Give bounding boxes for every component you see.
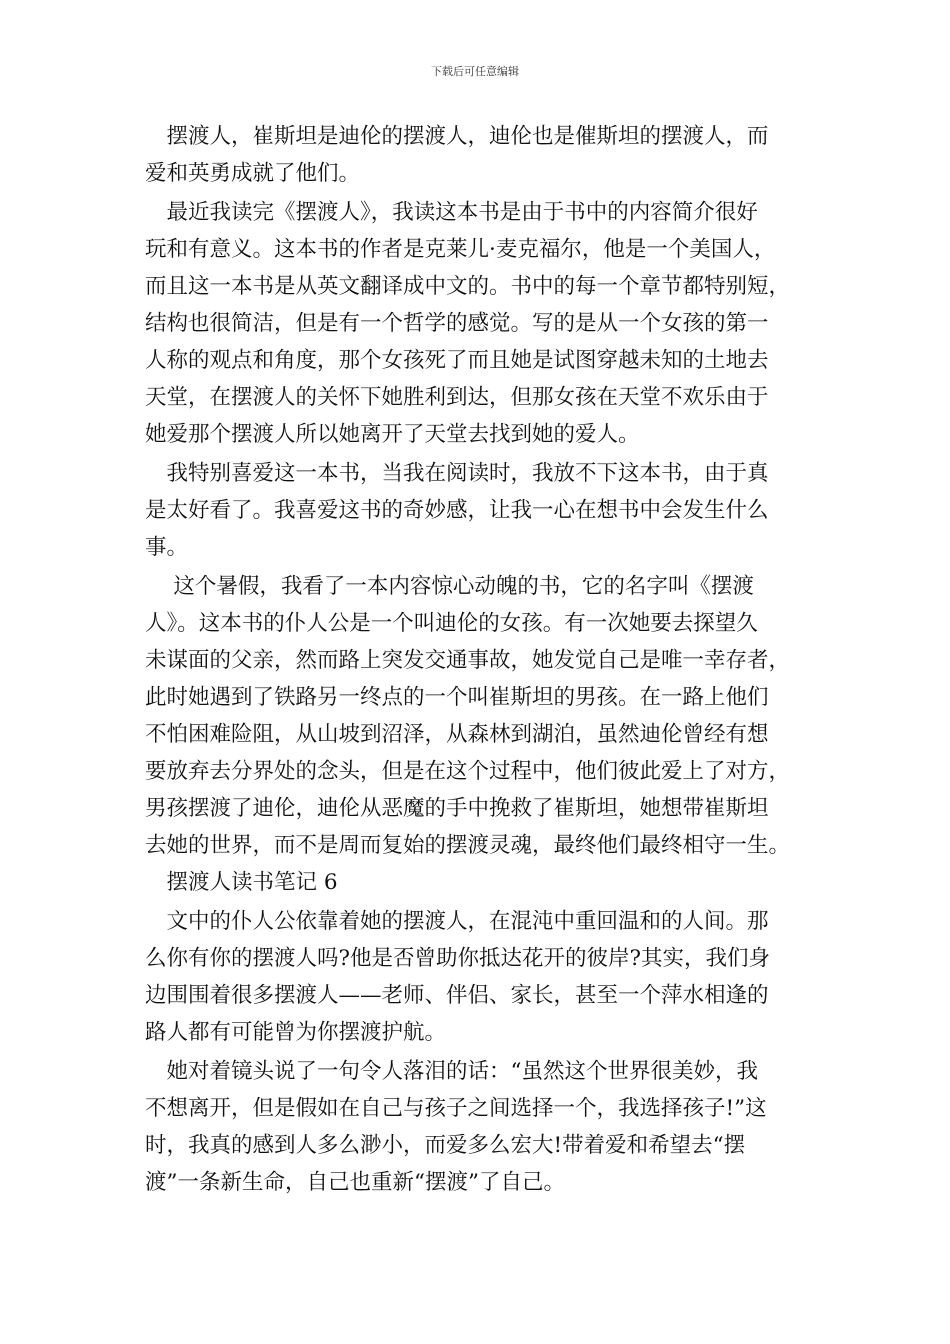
section-heading <box>145 864 817 901</box>
paragraph <box>145 194 817 453</box>
document-body <box>145 118 817 1201</box>
text-line: 去她的世界，而不是周而复始的摆渡灵魂，最终他们最终相守一生。 <box>145 833 791 858</box>
text-line: 人》。这本书的仆人公是一个叫迪伦的女孩。有一次她要去探望久 <box>145 611 758 636</box>
paragraph <box>145 455 817 566</box>
text-line: 么你有你的摆渡人吗?他是否曾助你抵达花开的彼岸?其实，我们身 <box>145 946 771 971</box>
text-line: 事。 <box>145 535 189 560</box>
text-line: 路人都有可能曾为你摆渡护航。 <box>145 1020 447 1045</box>
paragraph <box>145 118 817 192</box>
text-line: 渡”一条新生命，自己也重新“摆渡”了自己。 <box>145 1170 565 1195</box>
page-header: 下载后可任意编辑 <box>431 65 519 78</box>
text-line: 我特别喜爱这一本书，当我在阅读时，我放不下这本书，由于真 <box>145 461 769 486</box>
text-line: 要放弃去分界处的念头，但是在这个过程中，他们彼此爱上了对方， <box>145 759 791 784</box>
text-line: 玩和有意义。这本书的作者是克莱儿·麦克福尔，他是一个美国人， <box>145 237 776 262</box>
paragraph <box>145 568 817 864</box>
text-line: 人称的观点和角度，那个女孩死了而且她是试图穿越未知的土地去 <box>145 348 769 373</box>
paragraph <box>145 903 817 1051</box>
text-line: 时，我真的感到人多么渺小，而爱多么宏大!带着爱和希望去“摆 <box>145 1133 746 1158</box>
heading-line: 摆渡人读书笔记 6 <box>145 870 338 895</box>
text-line: 她对着镜头说了一句令人落泪的话：“虽然这个世界很美妙，我 <box>145 1059 758 1084</box>
text-line: 摆渡人，崔斯坦是迪伦的摆渡人，迪伦也是催斯坦的摆渡人，而 <box>145 124 769 149</box>
text-line: 结构也很简洁，但是有一个哲学的感觉。写的是从一个女孩的第一 <box>145 311 769 336</box>
text-line: 未谋面的父亲，然而路上突发交通事故，她发觉自己是唯一幸存者， <box>145 648 791 673</box>
text-line: 不怕困难险阻，从山坡到沼泽，从森林到湖泊，虽然迪伦曾经有想 <box>145 722 769 747</box>
text-line: 她爱那个摆渡人所以她离开了天堂去找到她的爱人。 <box>145 422 640 447</box>
text-line: 最近我读完《摆渡人》，我读这本书是由于书中的内容简介很好 <box>145 200 758 225</box>
paragraph <box>145 1053 817 1201</box>
text-line: 天堂，在摆渡人的关怀下她胜利到达，但那女孩在天堂不欢乐由于 <box>145 385 769 410</box>
text-line: 此时她遇到了铁路另一终点的一个叫崔斯坦的男孩。在一路上他们 <box>145 685 769 710</box>
text-line: 文中的仆人公依靠着她的摆渡人，在混沌中重回温和的人间。那 <box>145 909 769 934</box>
text-line: 爱和英勇成就了他们。 <box>145 161 361 186</box>
text-line: 是太好看了。我喜爱这书的奇妙感，让我一心在想书中会发生什么 <box>145 498 769 523</box>
text-line: 而且这一本书是从英文翻译成中文的。书中的每一个章节都特别短， <box>145 274 791 299</box>
text-line: 这个暑假，我看了一本内容惊心动魄的书，它的名字叫《摆渡 <box>145 574 754 599</box>
text-line: 男孩摆渡了迪伦，迪伦从恶魔的手中挽救了崔斯坦，她想带崔斯坦 <box>145 796 769 821</box>
text-line: 边围围着很多摆渡人——老师、伴侣、家长，甚至一个萍水相逢的 <box>145 983 769 1008</box>
text-line: 不想离开，但是假如在自己与孩子之间选择一个，我选择孩子!”这 <box>145 1096 767 1121</box>
